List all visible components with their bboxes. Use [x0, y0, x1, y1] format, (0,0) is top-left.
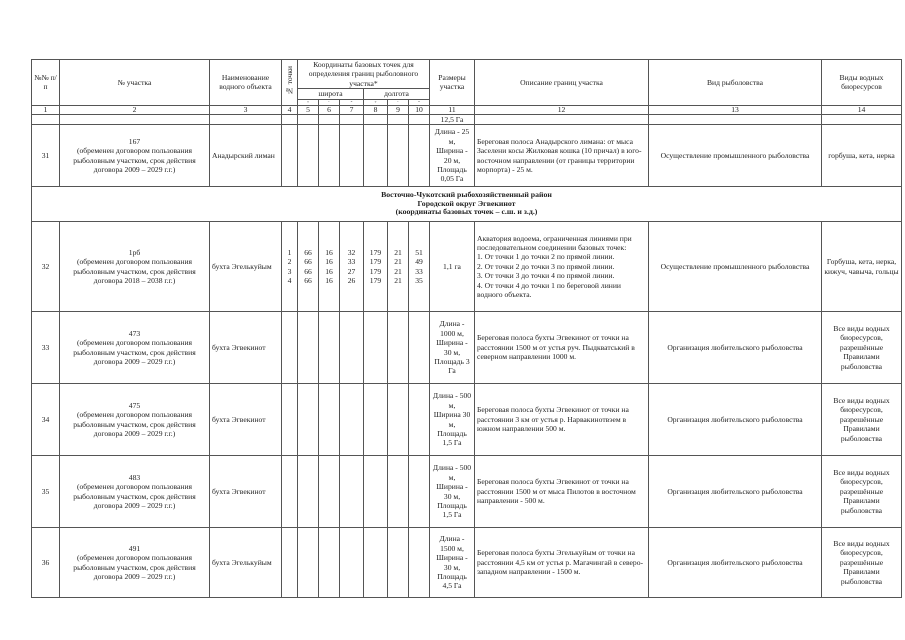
header-latitude: широта [298, 89, 364, 99]
row-water-body: бухта Эгвекинот [210, 312, 282, 384]
row-size: Длина - 500 м, Ширина 30 м, Площадь 1,5 Га [430, 384, 475, 456]
row-size: Длина - 1000 м, Ширина - 30 м, Площадь 3 Га [430, 312, 475, 384]
row-water-body: бухта Эгвекинот [210, 384, 282, 456]
row-fishing-type: Организация любительского рыболовства [649, 528, 822, 598]
row-size: 1,1 га [430, 222, 475, 312]
col-number: 14 [822, 105, 902, 114]
header-plot: № участка [60, 60, 210, 106]
row-num: 31 [32, 125, 60, 187]
fishing-plots-table [31, 59, 902, 598]
row-lon-sec: 51 49 33 35 [409, 222, 430, 312]
row-plot: 473 (обременен договором пользования рыболовным участком, срок действия договора 2009 – 2029 г.г.) [60, 312, 210, 384]
row-num: 33 [32, 312, 60, 384]
header-water-body: Наименование водного объекта [210, 60, 282, 106]
table-row [32, 384, 902, 456]
row-num: 32 [32, 222, 60, 312]
row-points: 1 2 3 4 [282, 222, 298, 312]
col-number: 7 [340, 105, 364, 114]
row-fishing-type: Организация любительского рыболовства [649, 456, 822, 528]
header-species: Виды водных биоресурсов [822, 60, 902, 106]
fishing-plots-table-page [31, 59, 901, 598]
col-number: 9 [388, 105, 409, 114]
header-lon-sec: ″ [409, 99, 430, 105]
header-fishing-type: Вид рыболовства [649, 60, 822, 106]
row-fishing-type: Организация любительского рыболовства [649, 384, 822, 456]
col-number: 10 [409, 105, 430, 114]
header-lat-sec: ″ [340, 99, 364, 105]
row-plot: 475 (обременен договором пользования рыболовным участком, срок действия договора 2009 – 2029 г.г.) [60, 384, 210, 456]
section-coords-note: (координаты базовых точек – с.ш. и з.д.) [395, 207, 538, 217]
row-species: Все виды водных биоресурсов, разрешённые Правилами рыболовства [822, 384, 902, 456]
section-district: Восточно-Чукотский рыбохозяйственный район [381, 190, 552, 200]
row-size: Длина - 500 м, Ширина - 30 м, Площадь 1,5 Га [430, 456, 475, 528]
row-fishing-type: Осуществление промышленного рыболовства [649, 125, 822, 187]
row-size: Длина - 1500 м, Ширина - 30 м, Площадь 4,5 Га [430, 528, 475, 598]
col-number: 5 [298, 105, 319, 114]
header-size: Размеры участка [430, 60, 475, 106]
row-plot: 1рб (обременен договором пользования рыболовным участком, срок действия договора 2018 – 2038 г.г.) [60, 222, 210, 312]
col-number: 4 [282, 105, 298, 114]
row-size: Длина - 25 м, Ширина - 20 м, Площадь 0,05 Га [430, 125, 475, 187]
row-water-body: Анадырский лиман [210, 125, 282, 187]
header-point-number-text: № точки [284, 66, 294, 96]
header-lon-min: ′ [388, 99, 409, 105]
section-municipality: Городской округ Эгвекинот [417, 198, 516, 208]
header-longitude: долгота [364, 89, 430, 99]
table-row [32, 456, 902, 528]
header-coordinates: Координаты базовых точек для определения границ рыболовного участка* [298, 60, 430, 89]
row-num: 36 [32, 528, 60, 598]
row-water-body: бухта Эгелькуйым [210, 528, 282, 598]
col-number: 12 [475, 105, 649, 114]
row-lat-sec: 32 33 27 26 [340, 222, 364, 312]
row-lon-min: 21 21 21 21 [388, 222, 409, 312]
row-lon-deg: 179 179 179 179 [364, 222, 388, 312]
section-heading [32, 187, 902, 222]
row-lat-min: 16 16 16 16 [319, 222, 340, 312]
row-fishing-type: Осуществление промышленного рыболовства [649, 222, 822, 312]
row-description: Береговая полоса бухты Эгвекинот от точки на расстоянии 3 км от устья р. Нарвакинотвэем в южном направлении 500 м. [475, 384, 649, 456]
row-species: Все виды водных биоресурсов, разрешённые Правилами рыболовства [822, 528, 902, 598]
col-number: 8 [364, 105, 388, 114]
section-row [32, 187, 902, 222]
row-species: Горбуша, кета, нерка, кижуч, чавыча, гольцы [822, 222, 902, 312]
row-num: 34 [32, 384, 60, 456]
col-number: 3 [210, 105, 282, 114]
table-row [32, 312, 902, 384]
row-plot: 483 (обременен договором пользования рыболовным участком, срок действия договора 2009 – 2029 г.г.) [60, 456, 210, 528]
row-plot: 491 (обременен договором пользования рыболовным участком, срок действия договора 2009 – 2029 г.г.) [60, 528, 210, 598]
row-lat-deg: 66 66 66 66 [298, 222, 319, 312]
row-water-body: бухта Эгелькуйым [210, 222, 282, 312]
header-lon-deg: ° [364, 99, 388, 105]
col-number: 13 [649, 105, 822, 114]
col-number: 6 [319, 105, 340, 114]
header-description: Описание границ участка [475, 60, 649, 106]
row-species: Все виды водных биоресурсов, разрешённые Правилами рыболовства [822, 312, 902, 384]
table-row [32, 222, 902, 312]
row-description: Акватория водоема, ограниченная линиями при последовательном соединении базовых точек: 1. От точки 1 до точки 2 по прямой линии. 2. От точки 2 до точки 3 по прямой линии. 3. От точки 3 до точки 4 по прямой линии. 4. От точки 4 до точки 1 по береговой линии водного объекта. [475, 222, 649, 312]
carryover-row [32, 114, 902, 124]
col-number: 11 [430, 105, 475, 114]
col-number: 1 [32, 105, 60, 114]
row-description: Береговая полоса бухты Эгвекинот от точки на расстоянии 1500 м от мыса Пилотов в восточном направлении - 500 м. [475, 456, 649, 528]
row-fishing-type: Организация любительского рыболовства [649, 312, 822, 384]
header-point-number [282, 60, 298, 106]
row-description: Береговая полоса Анадырского лимана: от мыса Заселени косы Жилковая кошка (10 причал) в юго-восточном направлении (от границы территории морпорта) - 25 м. [475, 125, 649, 187]
row-plot: 167 (обременен договором пользования рыболовным участком, срок действия договора 2009 – 2029 г.г.) [60, 125, 210, 187]
row-species: Все виды водных биоресурсов, разрешённые Правилами рыболовства [822, 456, 902, 528]
row-description: Береговая полоса бухты Эгелькуйым от точки на расстоянии 4,5 км от устья р. Магачингай в северо-западном направлении - 1500 м. [475, 528, 649, 598]
header-num: №№ п/п [32, 60, 60, 106]
col-number: 2 [60, 105, 210, 114]
row-species: горбуша, кета, нерка [822, 125, 902, 187]
table-row [32, 125, 902, 187]
header-lat-min: ′ [319, 99, 340, 105]
carryover-size: 12,5 Га [430, 114, 475, 124]
row-description: Береговая полоса бухты Эгвекинот от точки на расстоянии 1500 м от устья руч. Пыдкватський в северном направлении 1000 м. [475, 312, 649, 384]
header-lat-deg: ° [298, 99, 319, 105]
table-row [32, 528, 902, 598]
row-water-body: бухта Эгвекинот [210, 456, 282, 528]
row-num: 35 [32, 456, 60, 528]
